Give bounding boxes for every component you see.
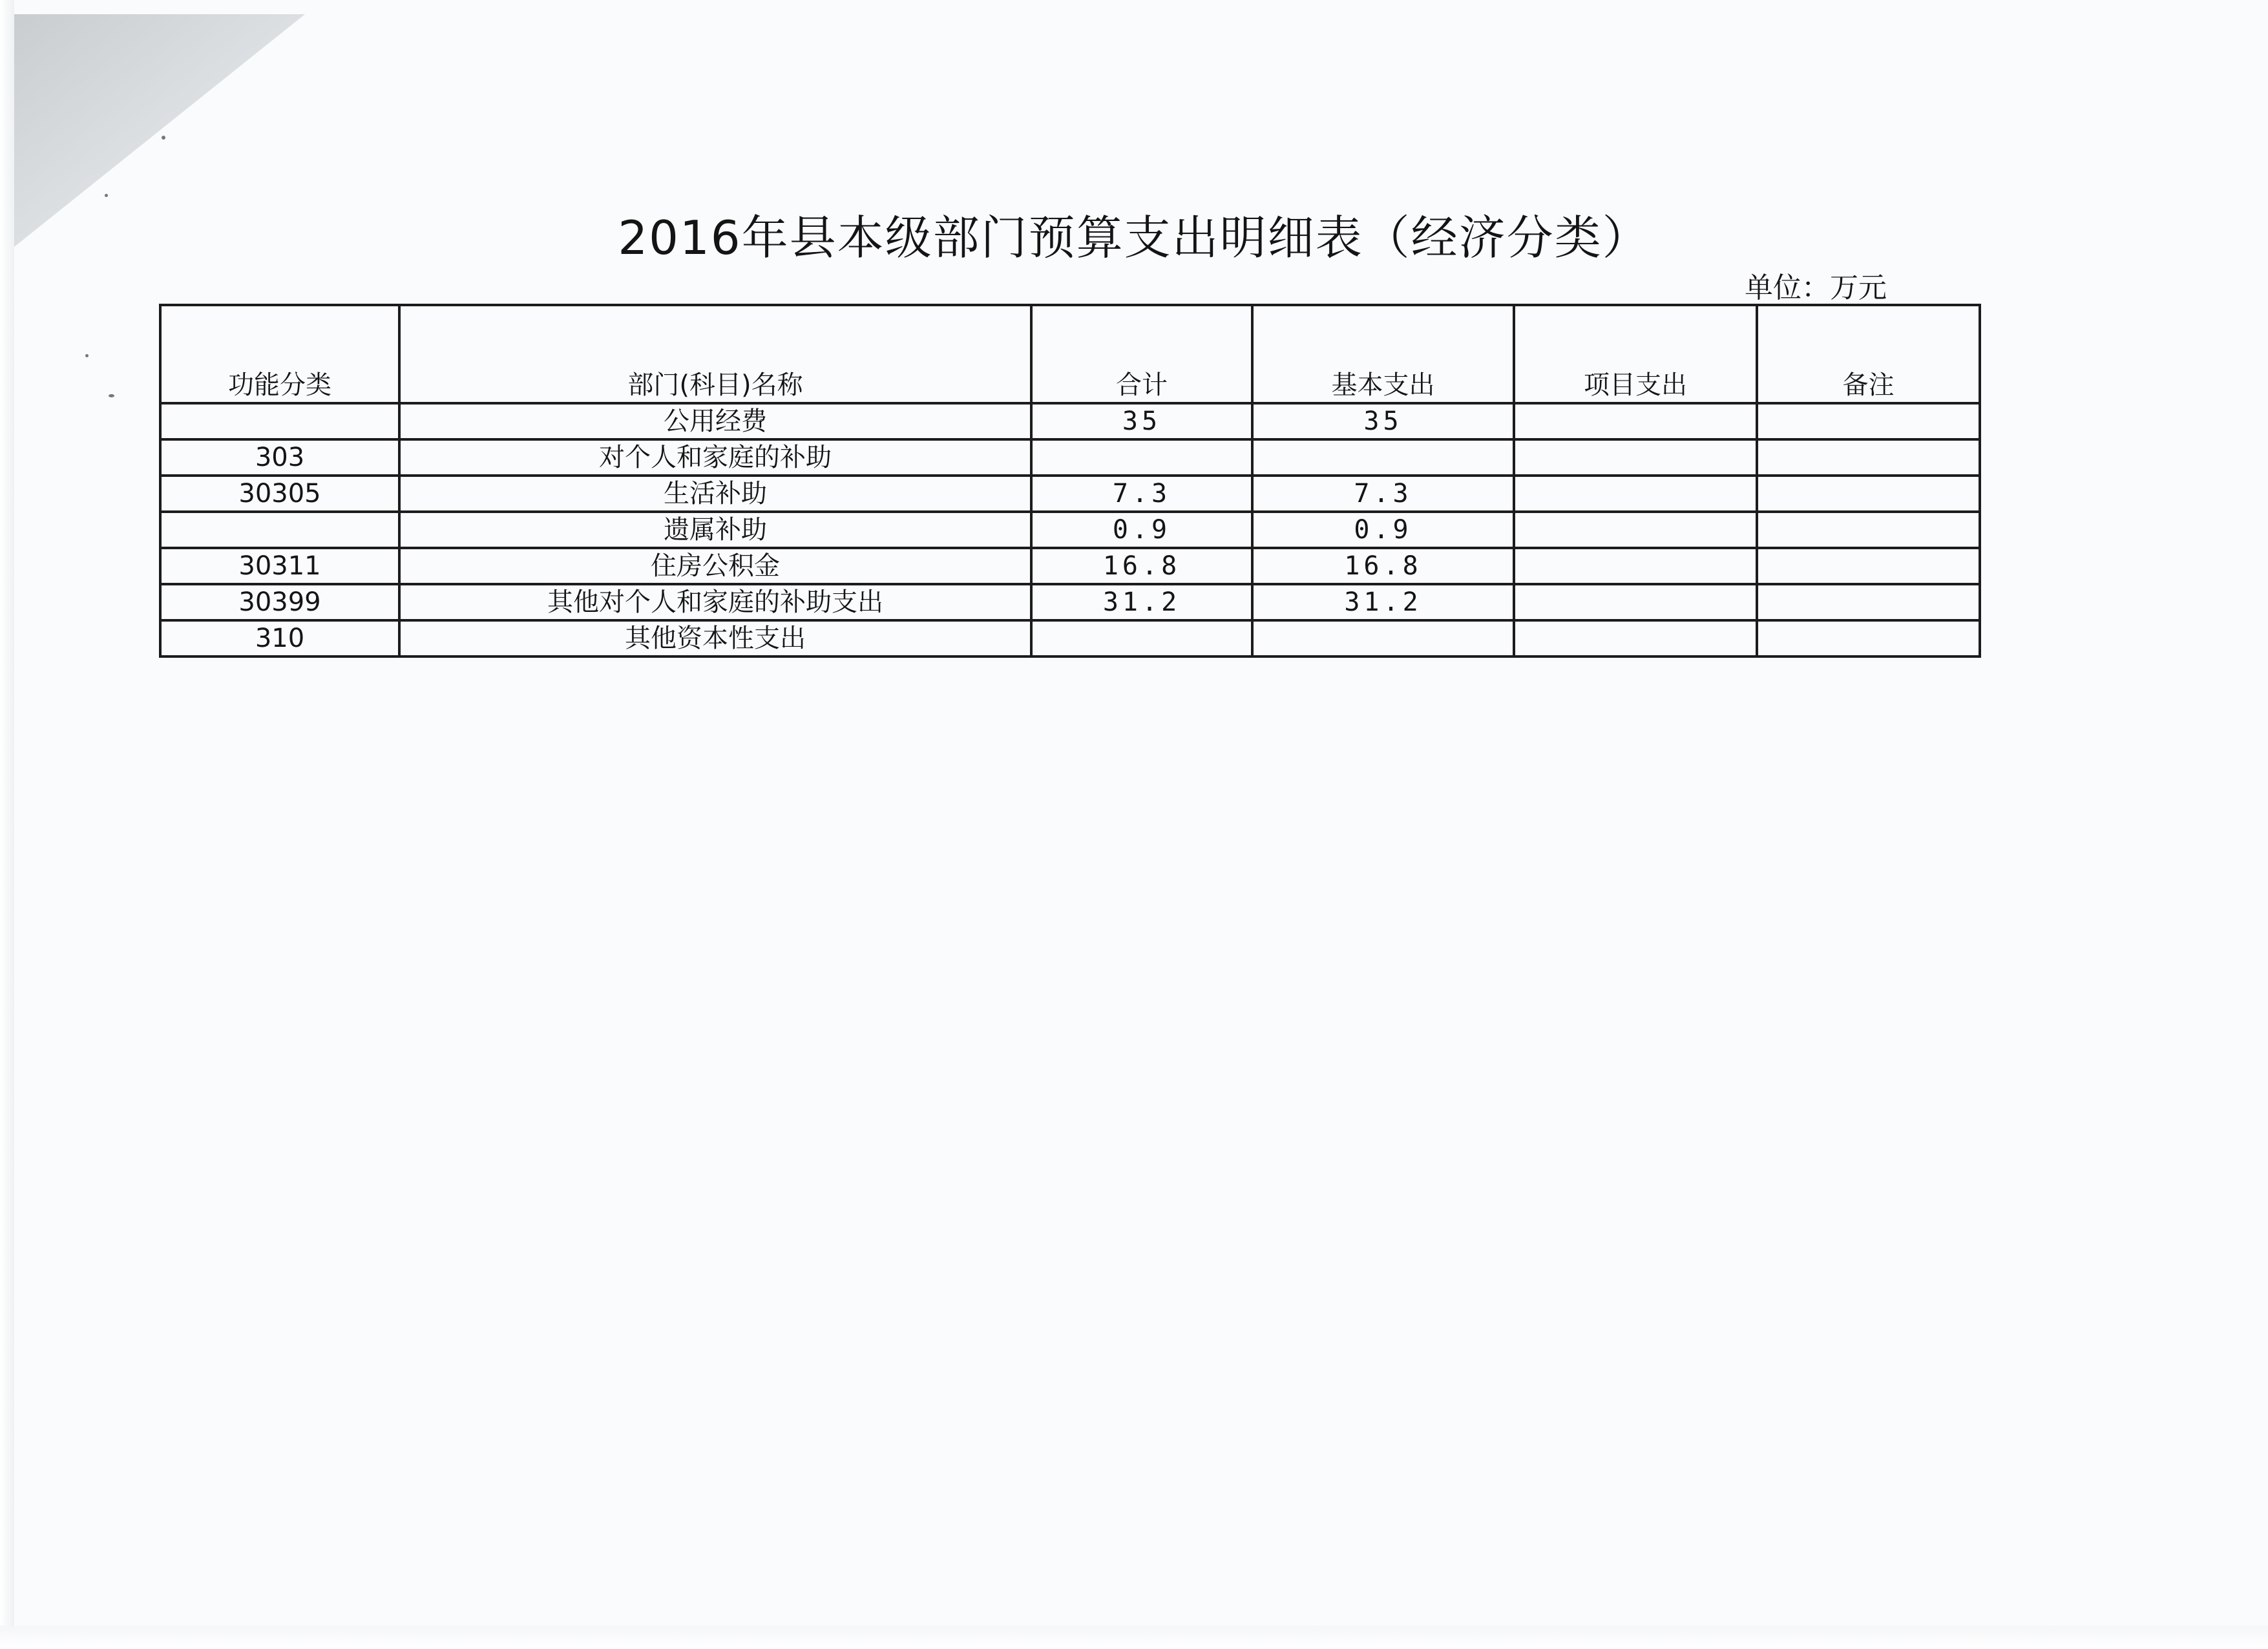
cell-code: 310: [160, 620, 399, 656]
cell-name: 住房公积金: [399, 548, 1031, 584]
cell-project: [1514, 548, 1757, 584]
cell-code: 30399: [160, 584, 399, 620]
cell-remark: [1757, 439, 1980, 476]
table-row: [160, 584, 1980, 620]
header-basic-expense: 基本支出: [1252, 305, 1514, 403]
cell-basic: 0.9: [1252, 512, 1514, 548]
table-row: [160, 620, 1980, 656]
scan-edge-bottom: [0, 1626, 2268, 1649]
page-title: 2016年县本级部门预算支出明细表（经济分类）: [618, 211, 1650, 265]
cell-basic: [1252, 439, 1514, 476]
cell-basic: 7.3: [1252, 476, 1514, 512]
cell-name: 其他资本性支出: [399, 620, 1031, 656]
cell-remark: [1757, 584, 1980, 620]
unit-label: 单位：万元: [1745, 271, 1887, 304]
table-row: [160, 512, 1980, 548]
cell-code: [160, 512, 399, 548]
cell-remark: [1757, 620, 1980, 656]
table-row: [160, 439, 1980, 476]
cell-project: [1514, 512, 1757, 548]
header-dept-name: 部门(科目)名称: [399, 305, 1031, 403]
cell-project: [1514, 439, 1757, 476]
cell-name: 对个人和家庭的补助: [399, 439, 1031, 476]
scan-speck: [85, 354, 89, 357]
cell-code: 30305: [160, 476, 399, 512]
scan-speck: [162, 136, 165, 140]
cell-remark: [1757, 403, 1980, 439]
budget-expense-table: [159, 304, 1981, 658]
cell-project: [1514, 620, 1757, 656]
cell-remark: [1757, 512, 1980, 548]
cell-total: 16.8: [1031, 548, 1252, 584]
cell-basic: [1252, 620, 1514, 656]
cell-basic: 35: [1252, 403, 1514, 439]
cell-total: [1031, 439, 1252, 476]
cell-code: [160, 403, 399, 439]
cell-total: 0.9: [1031, 512, 1252, 548]
header-total: 合计: [1031, 305, 1252, 403]
table-row: [160, 548, 1980, 584]
header-project-expense: 项目支出: [1514, 305, 1757, 403]
header-remarks: 备注: [1757, 305, 1980, 403]
cell-project: [1514, 476, 1757, 512]
cell-total: 35: [1031, 403, 1252, 439]
cell-basic: 31.2: [1252, 584, 1514, 620]
cell-name: 其他对个人和家庭的补助支出: [399, 584, 1031, 620]
cell-project: [1514, 403, 1757, 439]
table-row: [160, 403, 1980, 439]
cell-code: 303: [160, 439, 399, 476]
cell-total: [1031, 620, 1252, 656]
header-func-category: 功能分类: [160, 305, 399, 403]
cell-name: 遗属补助: [399, 512, 1031, 548]
cell-total: 31.2: [1031, 584, 1252, 620]
table-header-row: [160, 305, 1980, 403]
table-row: [160, 476, 1980, 512]
cell-name: 公用经费: [399, 403, 1031, 439]
cell-basic: 16.8: [1252, 548, 1514, 584]
scan-speck: [105, 194, 108, 197]
cell-name: 生活补助: [399, 476, 1031, 512]
cell-total: 7.3: [1031, 476, 1252, 512]
cell-code: 30311: [160, 548, 399, 584]
scan-speck: [109, 394, 114, 397]
cell-remark: [1757, 476, 1980, 512]
cell-project: [1514, 584, 1757, 620]
cell-remark: [1757, 548, 1980, 584]
